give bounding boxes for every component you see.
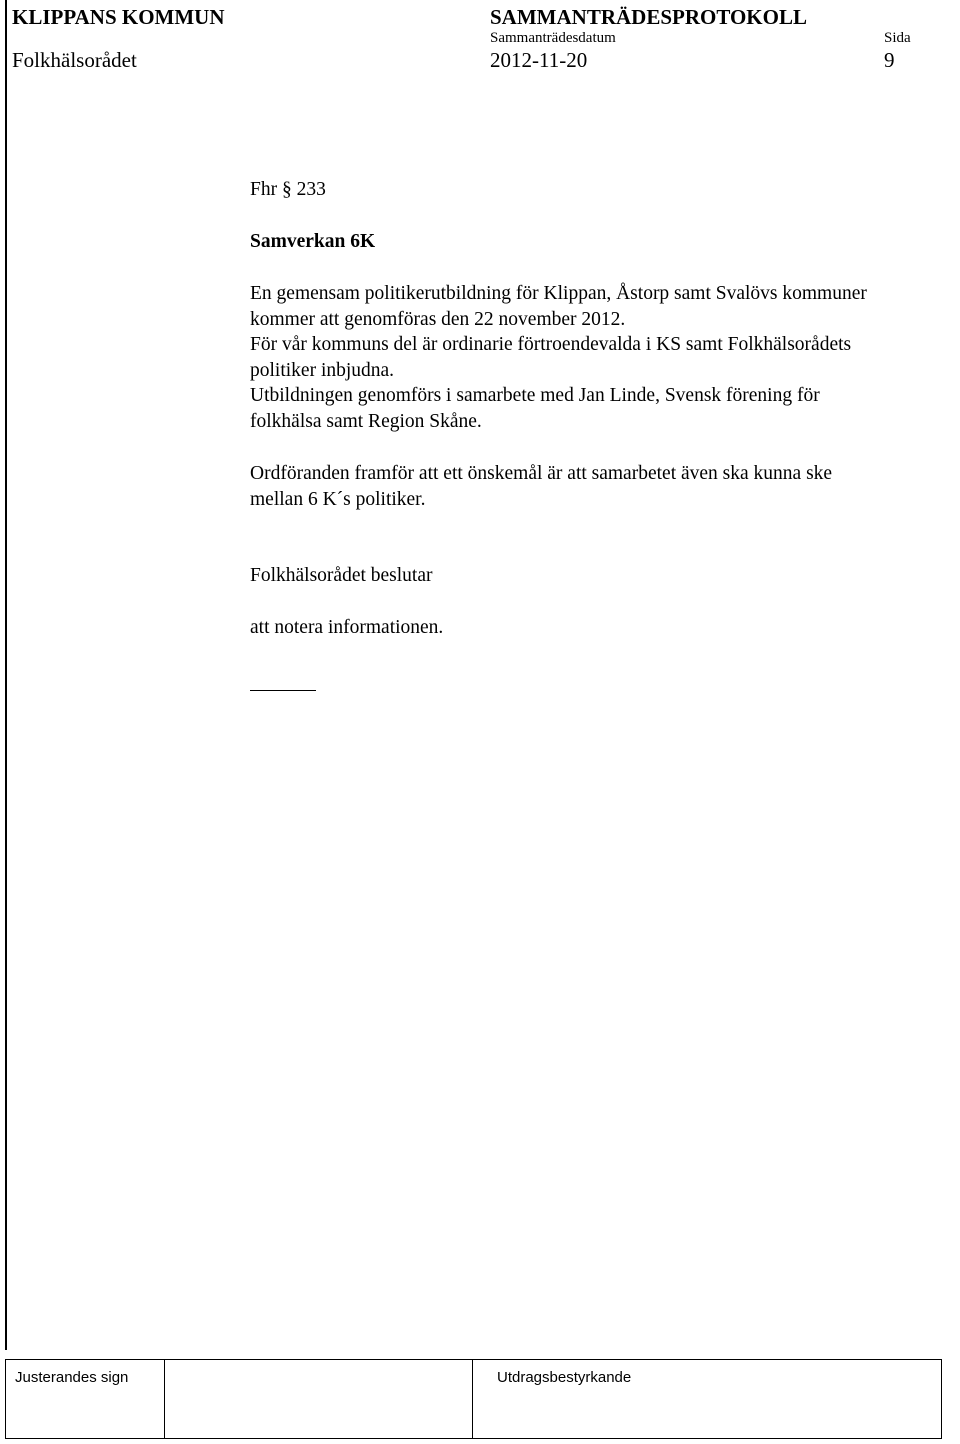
page-label: Sida bbox=[884, 30, 911, 46]
adjuster-sign-label: Justerandes sign bbox=[15, 1369, 129, 1386]
paragraph-line: mellan 6 K´s politiker. bbox=[250, 488, 426, 510]
paragraph-line: För vår kommuns del är ordinarie förtroendevalda i KS samt Folkhälsorådets bbox=[250, 334, 852, 356]
paragraph-line: En gemensam politikerutbildning för Klippan, Åstorp samt Svalövs kommuner bbox=[250, 283, 867, 304]
extract-certification-cell bbox=[472, 1360, 941, 1438]
meeting-date-label: Sammanträdesdatum bbox=[490, 30, 616, 46]
paragraph-information bbox=[250, 281, 867, 435]
left-margin-rule bbox=[5, 0, 7, 1350]
council-name: Folkhälsorådet bbox=[12, 48, 137, 72]
meeting-date: 2012-11-20 bbox=[490, 48, 588, 72]
signature-footer-table bbox=[5, 1359, 942, 1439]
document-type: SAMMANTRÄDESPROTOKOLL bbox=[490, 5, 807, 29]
paragraph-line: Utbildningen genomförs i samarbete med Jan Linde, Svensk förening för bbox=[250, 385, 820, 407]
paragraph-line: Ordföranden framför att ett önskemål är att samarbetet även ska kunna ske bbox=[250, 463, 833, 484]
section-number: Fhr § 233 bbox=[250, 179, 326, 200]
paragraph-line: politiker inbjudna. bbox=[250, 359, 395, 381]
page-number: 9 bbox=[884, 48, 895, 72]
end-of-section-rule bbox=[250, 690, 316, 691]
paragraph-line: folkhälsa samt Region Skåne. bbox=[250, 410, 482, 432]
decision-text: att notera informationen. bbox=[250, 617, 444, 638]
paragraph-line: kommer att genomföras den 22 november 2012. bbox=[250, 308, 626, 330]
decision-heading: Folkhälsorådet beslutar bbox=[250, 565, 433, 586]
adjuster-sign-cell bbox=[6, 1360, 164, 1438]
organization-name: KLIPPANS KOMMUN bbox=[12, 5, 225, 29]
signature-cell bbox=[164, 1360, 472, 1438]
section-title: Samverkan 6K bbox=[250, 231, 376, 252]
paragraph-chair-statement bbox=[250, 461, 832, 512]
extract-certification-label: Utdragsbestyrkande bbox=[497, 1369, 632, 1386]
